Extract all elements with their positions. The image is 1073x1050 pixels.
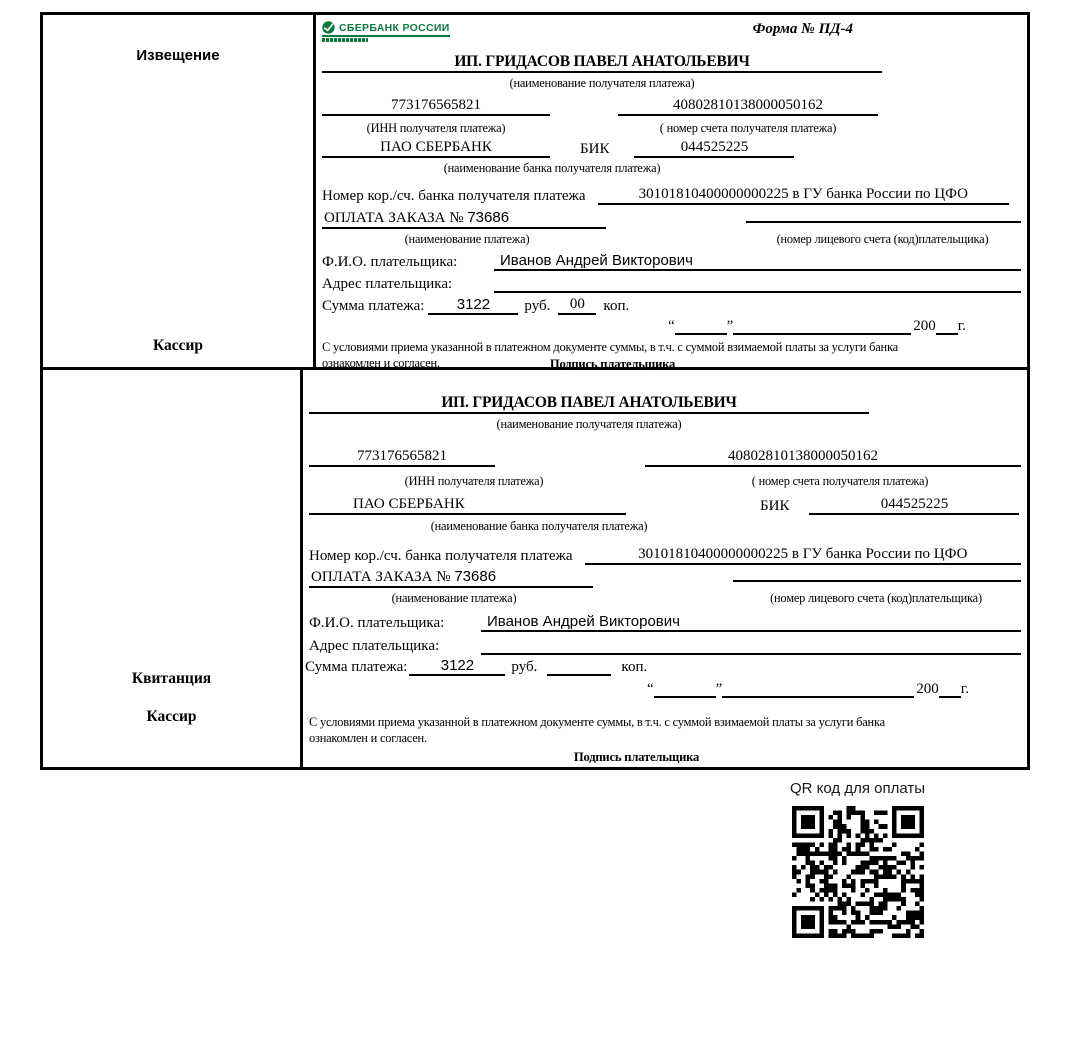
sum-label: Сумма платежа: [322,298,425,314]
corr-label-2: Номер кор./сч. банка получателя платежа [309,548,573,564]
sberbank-logo-icon [322,21,335,34]
notice-section [43,15,1027,370]
date-quote-open-2: “ [646,681,654,697]
corr-field: 30101810400000000225 в ГУ банка России по ЦФО [598,186,1009,205]
bik-field-2: 044525225 [809,496,1019,515]
agreement-line1-2: С условиями приема указанной в платежном документе суммы, в т.ч. с суммой взимаемой платы за услуги банка [309,715,885,729]
payer-signature-label-2: Подпись плательщика [573,750,700,765]
account-field-2: 40802810138000050162 [645,448,1021,467]
fio-label: Ф.И.О. плательщика: [322,254,458,270]
agreement-line2-2: ознакомлен и согласен. [309,731,427,746]
receipt-section [43,370,1027,768]
notice-label: Извещение [136,47,220,64]
payment-caption-2: (наименование платежа) [391,591,517,605]
date-month-field [733,333,911,335]
year-suffix-2: г. [960,681,969,697]
year-suffix: г. [957,318,966,334]
date-quote-close: ” [726,318,734,334]
date-day-field [675,333,727,335]
address-label: Адрес плательщика: [322,276,453,292]
recipient-caption: (наименование получателя платежа) [509,76,695,90]
payment-name-field: ОПЛАТА ЗАКАЗА № 73686 [322,209,606,229]
payment-name-field-2: ОПЛАТА ЗАКАЗА № 73686 [309,568,593,588]
inn-caption-2: (ИНН получателя платежа) [404,474,544,488]
account-field: 40802810138000050162 [618,97,878,116]
sberbank-logo-tagline [322,38,368,42]
fio-field-2: Иванов Андрей Викторович [481,613,1021,632]
fio-field: Иванов Андрей Викторович [494,252,1021,271]
receipt-side-column [43,370,303,768]
sum-field-2: 3122 [409,657,505,676]
corr-field-2: 30101810400000000225 в ГУ банка России по ЦФО [585,546,1021,565]
bank-caption-2: (наименование банка получателя платежа) [430,519,648,533]
bank-caption: (наименование банка получателя платежа) [443,161,661,175]
recipient-caption-2: (наименование получателя платежа) [496,417,682,431]
rub-label: руб. [524,298,551,314]
year-prefix: 200 [913,318,936,334]
sberbank-logo-text: СБЕРБАНК РОССИИ [339,21,450,34]
payment-caption: (наименование платежа) [404,232,530,246]
year-field [936,333,958,335]
payer-code-field-2 [733,580,1021,582]
inn-field: 773176565821 [322,97,550,116]
receipt-label: Квитанция [131,669,212,687]
bik-label: БИК [580,141,610,157]
year-field-2 [939,696,961,698]
kop-label: коп. [603,298,630,314]
account-caption: ( номер счета получателя платежа) [659,121,837,135]
date-month-field-2 [722,696,914,698]
sberbank-logo [322,21,450,42]
fio-label-2: Ф.И.О. плательщика: [309,615,445,631]
inn-field-2: 773176565821 [309,448,495,467]
qr-caption: QR код для оплаты [789,780,925,797]
kop-field-2 [547,674,611,676]
agreement-line1: С условиями приема указанной в платежном документе суммы, в т.ч. с суммой взимаемой платы за услуги банка [322,340,898,354]
account-caption-2: ( номер счета получателя платежа) [751,474,929,488]
pd4-form-table [40,12,1030,770]
form-number: Форма № ПД-4 [752,21,853,37]
agreement-line2: ознакомлен и согласен. [322,355,440,370]
inn-caption: (ИНН получателя платежа) [366,121,506,135]
recipient-name: ИП. ГРИДАСОВ ПАВЕЛ АНАТОЛЬЕВИЧ [322,45,882,73]
rub-label-2: руб. [511,659,538,675]
logo-rule [322,35,450,37]
cashier-label-top: Кассир [152,337,204,354]
kop-label-2: коп. [621,659,648,675]
date-quote-open: “ [667,318,675,334]
address-field [494,291,1021,293]
payer-code-field [746,221,1021,223]
qr-code [792,806,924,938]
payer-code-caption: (номер лицевого счета (код)плательщика) [776,232,989,246]
payer-code-caption-2: (номер лицевого счета (код)плательщика) [770,591,982,605]
payer-signature-label: Подпись плательщика [549,356,676,371]
address-field-2 [481,653,1021,655]
corr-label: Номер кор./сч. банка получателя платежа [322,188,586,204]
kop-field: 00 [558,296,596,315]
notice-panel [316,15,1027,371]
address-label-2: Адрес плательщика: [309,638,440,654]
date-day-field-2 [654,696,716,698]
year-prefix-2: 200 [916,681,939,697]
bank-name-field-2: ПАО СБЕРБАНК [309,496,626,515]
qr-block [745,780,970,943]
date-quote-close-2: ” [715,681,723,697]
recipient-name-2: ИП. ГРИДАСОВ ПАВЕЛ АНАТОЛЬЕВИЧ [309,382,869,414]
bik-label-2: БИК [760,498,790,514]
bik-field: 044525225 [634,139,794,158]
notice-side-column [43,15,316,367]
cashier-label-bottom: Кассир [146,707,197,725]
sum-label-2: Сумма платежа: [305,659,408,675]
sum-field: 3122 [428,296,518,315]
bank-name-field: ПАО СБЕРБАНК [322,139,550,158]
receipt-panel [303,370,1027,768]
